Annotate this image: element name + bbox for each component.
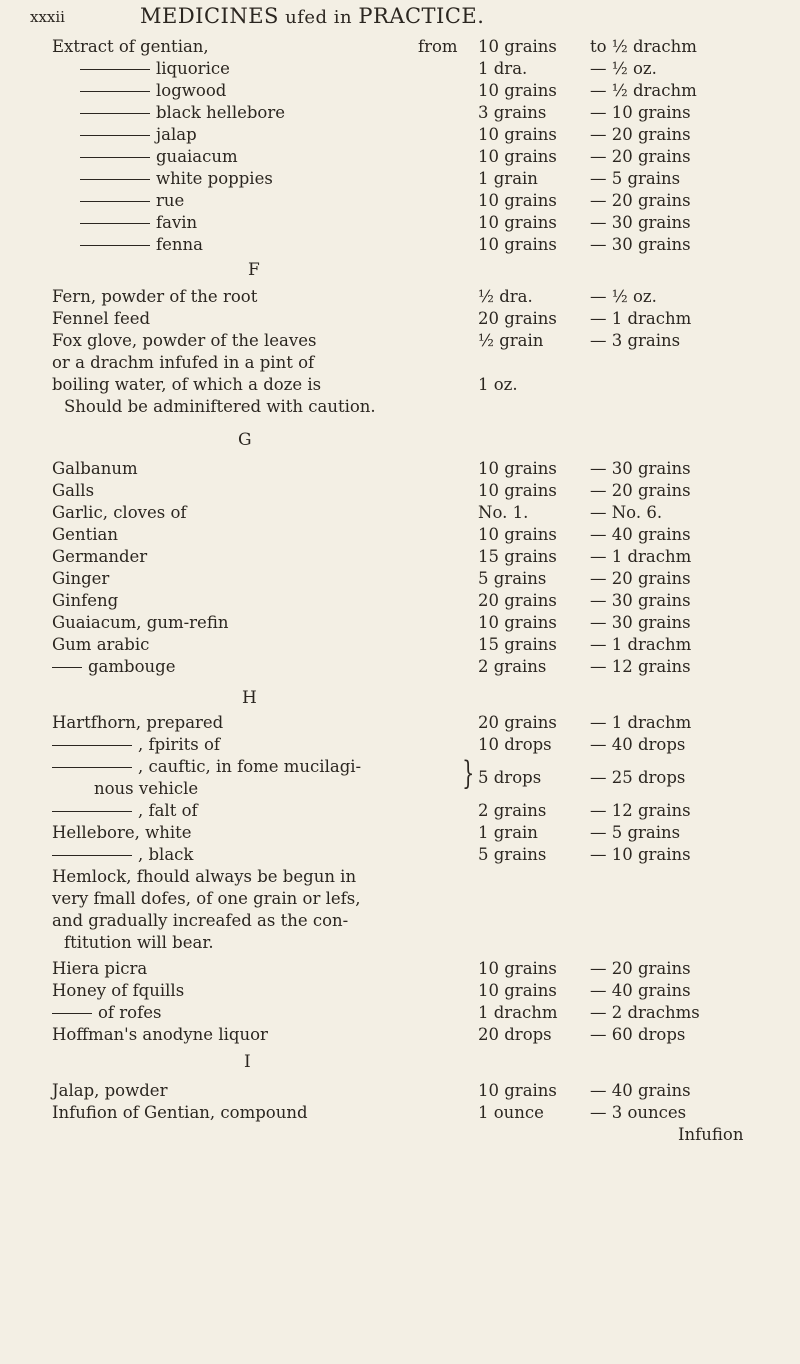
entry-name: Fox glove, powder of the leaves: [52, 331, 317, 350]
section-letter: I: [244, 1052, 251, 1072]
entry-dose: 10 grains: [478, 191, 557, 210]
table-row: [0, 958, 800, 980]
entry-name: [80, 190, 184, 212]
entry-max: — 20 grains: [590, 147, 691, 166]
table-row: [0, 980, 800, 1002]
entry-name: Hellebore, white: [52, 823, 192, 842]
entry-max: — 10 grains: [590, 103, 691, 122]
entry-dose: ½ grain: [478, 331, 544, 350]
entry-name: [52, 756, 361, 778]
ditto-rule: [80, 245, 150, 246]
entry-name: Garlic, cloves of: [52, 503, 187, 522]
title-part: MEDICINES: [140, 4, 279, 28]
entry-max: — 1 drachm: [590, 309, 692, 328]
entry-max: — 40 grains: [590, 1081, 691, 1100]
entry-max: — 30 grains: [590, 459, 691, 478]
table-row: [0, 352, 800, 374]
entry-max: — 25 drops: [590, 768, 686, 787]
entry-name: Fern, powder of the root: [52, 287, 258, 306]
ditto-rule: [52, 811, 132, 812]
entry-dose: No. 1.: [478, 503, 529, 522]
hemlock-note: [52, 866, 360, 954]
entry-name: Galbanum: [52, 459, 138, 478]
entry-dose: 20 drops: [478, 1025, 552, 1044]
section-letter: F: [248, 260, 260, 280]
entry-max: — 20 grains: [590, 481, 691, 500]
note-line: Hemlock, fhould always be begun in: [52, 867, 357, 886]
entry-text: favin: [156, 213, 198, 232]
section-letter: G: [238, 430, 252, 450]
ditto-rule: [80, 201, 150, 202]
table-row: [0, 712, 800, 734]
table-row: [0, 568, 800, 590]
entry-max: — 5 grains: [590, 169, 681, 188]
table-row: [0, 502, 800, 524]
entry-dose: 10 grains: [478, 481, 557, 500]
table-row: [0, 234, 800, 256]
page-title: [140, 4, 484, 28]
table-row: [0, 80, 800, 102]
table-row: [0, 308, 800, 330]
entry-name: [80, 124, 197, 146]
entry-name: Hoffman's anodyne liquor: [52, 1025, 268, 1044]
entry-dose: 10 grains: [478, 1081, 557, 1100]
entry-name: Hartfhorn, prepared: [52, 713, 224, 732]
ditto-rule: [52, 767, 132, 768]
table-row: [0, 590, 800, 612]
entry-text: black hellebore: [156, 103, 286, 122]
ditto-rule: [52, 855, 132, 856]
table-row: [0, 1102, 800, 1124]
table-row: [0, 1124, 800, 1146]
entry-max: — No. 6.: [590, 503, 663, 522]
entry-text: , cauftic, in fome mucilagi-: [138, 757, 362, 776]
table-row: [0, 546, 800, 568]
entry-dose: 2 grains: [478, 801, 547, 820]
entry-dose: 5 grains: [478, 845, 547, 864]
entry-dose: 2 grains: [478, 657, 547, 676]
ditto-rule: [52, 1013, 92, 1014]
note-line: very fmall dofes, of one grain or lefs,: [52, 889, 361, 908]
table-row: [0, 330, 800, 352]
entry-name: Extract of gentian,: [52, 37, 209, 56]
table-row: [0, 524, 800, 546]
entry-from: from: [418, 37, 458, 56]
ditto-rule: [80, 91, 150, 92]
entry-text: , fpirits of: [138, 735, 220, 754]
table-row: [0, 612, 800, 634]
ditto-rule: [80, 135, 150, 136]
entry-max: — 10 grains: [590, 845, 691, 864]
entry-max: — 20 grains: [590, 959, 691, 978]
table-row: [0, 734, 800, 756]
entry-dose: 1 oz.: [478, 375, 518, 394]
note-line: ftitution will bear.: [64, 933, 214, 952]
entry-max: — ½ oz.: [590, 287, 657, 306]
entry-max: — 20 grains: [590, 569, 691, 588]
table-row: [0, 146, 800, 168]
table-row: [0, 822, 800, 844]
page-number: xxxii: [30, 8, 65, 26]
table-row: [0, 800, 800, 822]
entry-max: — 1 drachm: [590, 635, 692, 654]
entry-name: [52, 844, 193, 866]
table-row: [0, 1024, 800, 1046]
entry-name: [80, 80, 226, 102]
title-part: ufed in: [278, 7, 359, 28]
entry-dose: 10 grains: [478, 459, 557, 478]
table-row: [0, 36, 800, 58]
table-row: [0, 844, 800, 866]
ditto-rule: [80, 157, 150, 158]
table-row: [0, 1080, 800, 1102]
entry-dose: 10 grains: [478, 125, 557, 144]
table-row: [0, 212, 800, 234]
entry-name: Hiera picra: [52, 959, 148, 978]
entry-name: [52, 734, 220, 756]
entry-max: — 1 drachm: [590, 713, 692, 732]
entry-text: rue: [156, 191, 185, 210]
entry-text: , falt of: [138, 801, 198, 820]
table-row: [0, 124, 800, 146]
table-row: [0, 168, 800, 190]
catchword: Infufion: [678, 1125, 744, 1144]
entry-dose: 20 grains: [478, 309, 557, 328]
entry-dose: 10 grains: [478, 959, 557, 978]
table-row: [0, 778, 800, 800]
entry-name: [52, 800, 198, 822]
entry-max: — 2 drachms: [590, 1003, 700, 1022]
entry-name: boiling water, of which a doze is: [52, 375, 322, 394]
entry-name: Jalap, powder: [52, 1081, 168, 1100]
entry-dose: 10 drops: [478, 735, 552, 754]
entry-name: Ginfeng: [52, 591, 119, 610]
entry-text: gambouge: [88, 657, 176, 676]
entry-dose: 1 ounce: [478, 1103, 544, 1122]
table-row: [0, 396, 800, 418]
entry-dose: 10 grains: [478, 213, 557, 232]
entry-name: [80, 102, 285, 124]
table-row: [0, 480, 800, 502]
entry-max: — 20 grains: [590, 125, 691, 144]
entry-dose: ½ dra.: [478, 287, 533, 306]
entry-dose: 20 grains: [478, 591, 557, 610]
entry-text: fenna: [156, 235, 203, 254]
entry-max: — 20 grains: [590, 191, 691, 210]
entry-dose: 3 grains: [478, 103, 547, 122]
entry-name: [80, 58, 230, 80]
entry-dose: 5 drops: [478, 768, 542, 787]
ditto-rule: [52, 745, 132, 746]
entry-dose: 10 grains: [478, 613, 557, 632]
entry-name: Honey of fquills: [52, 981, 185, 1000]
entry-max: — 30 grains: [590, 591, 691, 610]
entry-max: — 30 grains: [590, 613, 691, 632]
entry-text: logwood: [156, 81, 227, 100]
entry-name: Gentian: [52, 525, 118, 544]
ditto-rule: [80, 113, 150, 114]
entry-name: Guaiacum, gum-refin: [52, 613, 229, 632]
entry-max: — 40 grains: [590, 981, 691, 1000]
entry-name: or a drachm infufed in a pint of: [52, 353, 315, 372]
entry-name: Gum arabic: [52, 635, 150, 654]
table-row: [0, 286, 800, 308]
brace: }: [462, 754, 475, 792]
entry-dose: 10 grains: [478, 235, 557, 254]
entry-dose: 1 drachm: [478, 1003, 558, 1022]
table-row: [0, 756, 800, 787]
entry-name: [80, 146, 238, 168]
table-row: [0, 458, 800, 480]
table-row: [0, 634, 800, 656]
entry-name: Germander: [52, 547, 148, 566]
entry-name: Ginger: [52, 569, 110, 588]
running-head: [30, 4, 800, 34]
entry-dose: 10 grains: [478, 81, 557, 100]
entry-dose: 1 grain: [478, 823, 538, 842]
entry-name: [52, 656, 176, 678]
entry-dose: 1 grain: [478, 169, 538, 188]
entry-dose: 1 dra.: [478, 59, 528, 78]
table-row: [0, 58, 800, 80]
section-letter: H: [242, 688, 257, 708]
entry-dose: 10 grains: [478, 525, 557, 544]
entry-dose: 10 grains: [478, 147, 557, 166]
ditto-rule: [80, 179, 150, 180]
entry-text: white poppies: [156, 169, 273, 188]
table-row: [0, 102, 800, 124]
entry-name: [80, 234, 203, 256]
entry-max: — 3 ounces: [590, 1103, 687, 1122]
ditto-rule: [80, 223, 150, 224]
entry-max: to ½ drachm: [590, 37, 697, 56]
entry-dose: 15 grains: [478, 547, 557, 566]
entry-max: — 5 grains: [590, 823, 681, 842]
title-part: PRACTICE.: [358, 4, 485, 28]
entry-text: jalap: [156, 125, 197, 144]
entry-max: — ½ drachm: [590, 81, 697, 100]
entry-max: — 3 grains: [590, 331, 681, 350]
entry-max: — 40 drops: [590, 735, 686, 754]
entry-max: — 12 grains: [590, 801, 691, 820]
entry-dose: 10 grains: [478, 981, 557, 1000]
entry-text: liquorice: [156, 59, 230, 78]
table-row: [0, 374, 800, 396]
entry-text: , black: [138, 845, 194, 864]
entry-name: nous vehicle: [94, 779, 199, 798]
entry-dose: 5 grains: [478, 569, 547, 588]
entry-name: Should be adminiftered with caution.: [64, 397, 376, 416]
table-row: [0, 190, 800, 212]
entry-max: — 40 grains: [590, 525, 691, 544]
note-line: and gradually increafed as the con-: [52, 911, 349, 930]
entry-max: — 30 grains: [590, 235, 691, 254]
table-row: [0, 1002, 800, 1024]
entry-text: of rofes: [98, 1003, 162, 1022]
entry-name: Galls: [52, 481, 95, 500]
entry-max: — 30 grains: [590, 213, 691, 232]
entry-dose: 15 grains: [478, 635, 557, 654]
ditto-rule: [52, 667, 82, 668]
entry-dose: 20 grains: [478, 713, 557, 732]
entry-max: — ½ oz.: [590, 59, 657, 78]
table-row: [0, 656, 800, 678]
entry-text: guaiacum: [156, 147, 238, 166]
entry-dose: 10 grains: [478, 37, 557, 56]
entry-max: — 60 drops: [590, 1025, 686, 1044]
ditto-rule: [80, 69, 150, 70]
entry-name: Fennel feed: [52, 309, 151, 328]
entry-name: [80, 212, 197, 234]
entry-name: [80, 168, 273, 190]
entry-max: — 12 grains: [590, 657, 691, 676]
entry-max: — 1 drachm: [590, 547, 692, 566]
entry-name: [52, 1002, 161, 1024]
entry-name: Infufion of Gentian, compound: [52, 1103, 308, 1122]
